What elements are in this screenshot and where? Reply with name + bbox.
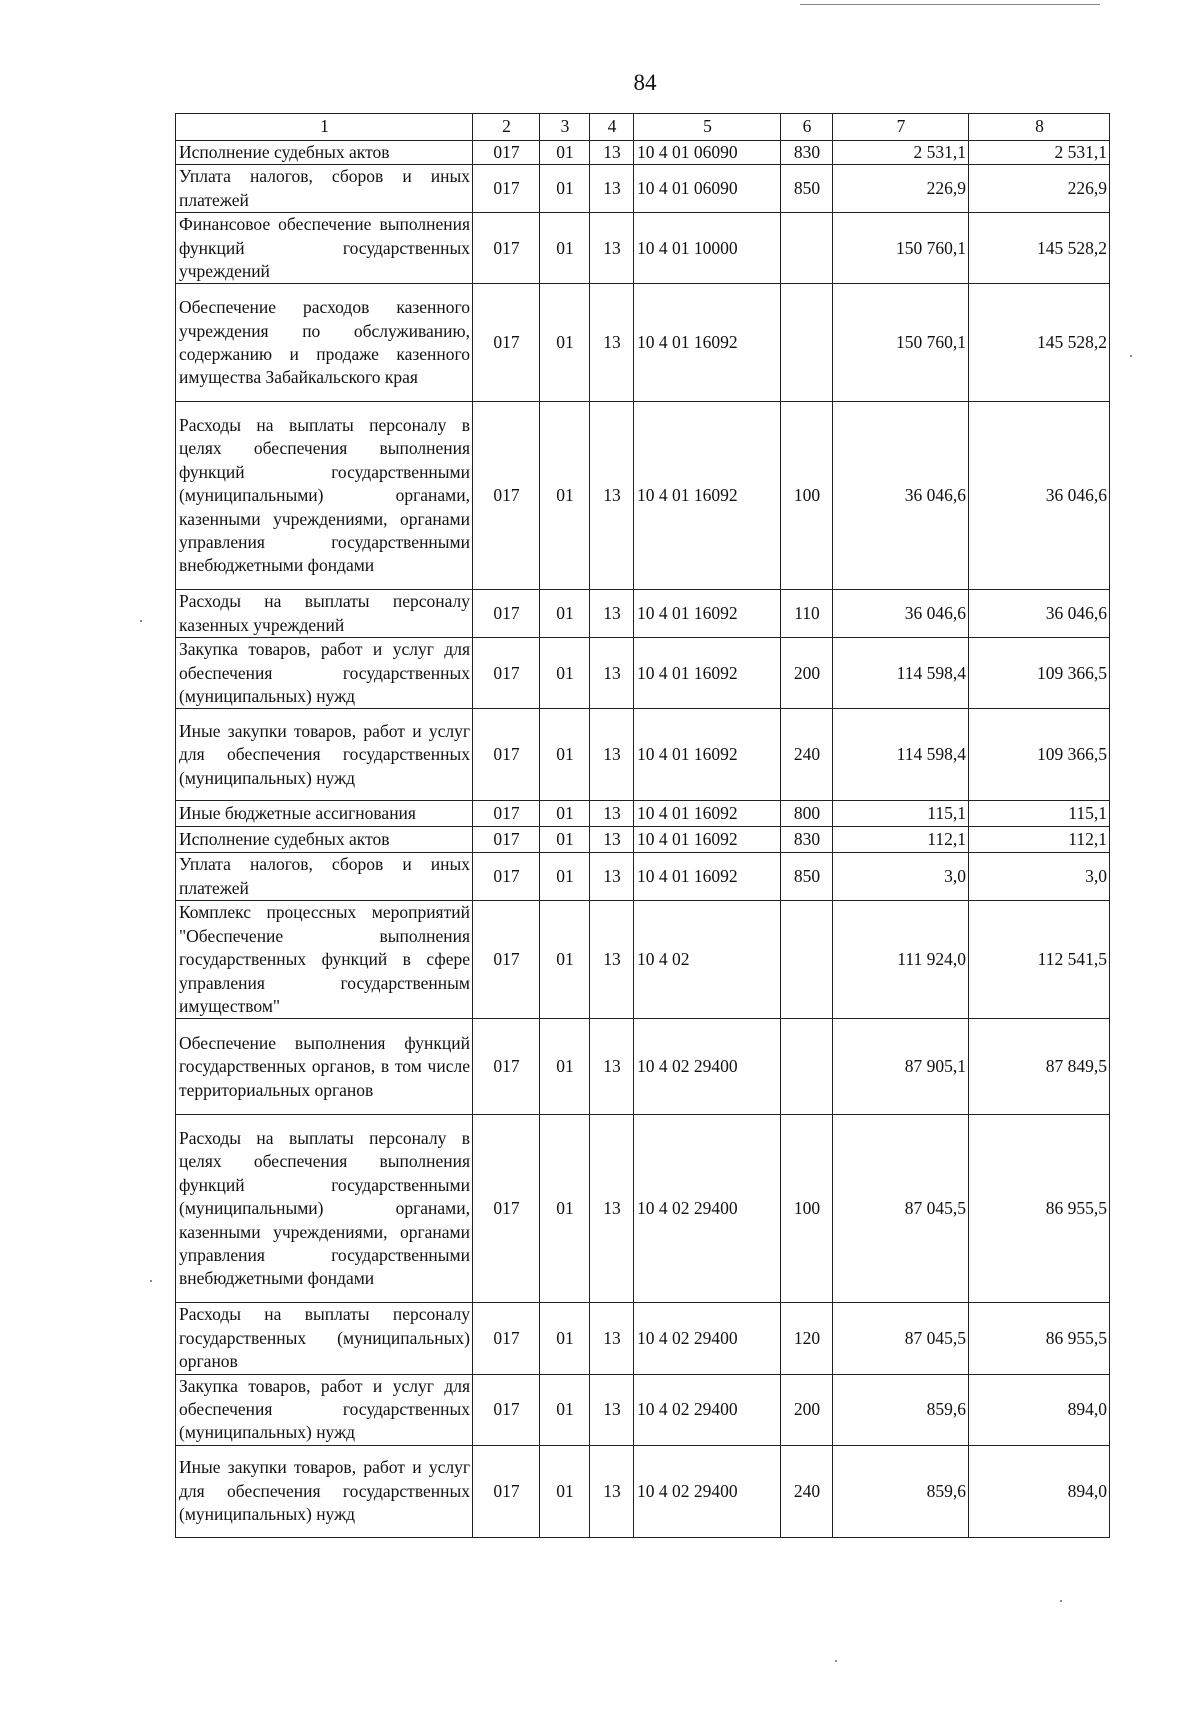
cell-expense-type: 100 [781,1115,833,1303]
cell-target-article: 10 4 02 29400 [634,1019,781,1115]
cell-section: 01 [540,165,590,213]
cell-ministry-code: 017 [473,1445,540,1537]
table-row [176,638,1110,709]
table-row [176,590,1110,638]
cell-ministry-code: 017 [473,638,540,709]
cell-expense-type: 240 [781,709,833,801]
cell-amount-col8: 109 366,5 [969,638,1110,709]
cell-amount-col7: 114 598,4 [833,709,969,801]
table-row [176,1303,1110,1374]
cell-amount-col7: 111 924,0 [833,901,969,1019]
cell-section: 01 [540,853,590,901]
cell-subsection: 13 [590,853,634,901]
cell-amount-col8: 2 531,1 [969,141,1110,165]
cell-ministry-code: 017 [473,853,540,901]
cell-target-article: 10 4 01 16092 [634,853,781,901]
scan-speck [150,1280,152,1282]
cell-subsection: 13 [590,284,634,402]
col-header: 4 [590,114,634,141]
cell-amount-col8: 145 528,2 [969,213,1110,284]
cell-amount-col8: 145 528,2 [969,284,1110,402]
item-name: Расходы на выплаты персоналу казенных учреждений [176,590,473,638]
scan-speck [835,1660,837,1662]
item-name: Иные бюджетные ассигнования [176,801,473,827]
cell-target-article: 10 4 01 16092 [634,827,781,853]
col-header: 8 [969,114,1110,141]
cell-section: 01 [540,1019,590,1115]
col-header: 6 [781,114,833,141]
cell-amount-col7: 36 046,6 [833,590,969,638]
cell-amount-col8: 86 955,5 [969,1115,1110,1303]
item-name: Иные закупки товаров, работ и услуг для обеспечения государственных (муниципальных) нужд [176,709,473,801]
table-row [176,901,1110,1019]
scan-edge-line [800,4,1100,5]
cell-section: 01 [540,638,590,709]
item-name: Иные закупки товаров, работ и услуг для обеспечения государственных (муниципальных) нужд [176,1445,473,1537]
cell-amount-col7: 2 531,1 [833,141,969,165]
cell-expense-type [781,213,833,284]
cell-target-article: 10 4 01 16092 [634,590,781,638]
cell-section: 01 [540,590,590,638]
cell-target-article: 10 4 01 16092 [634,284,781,402]
cell-subsection: 13 [590,590,634,638]
cell-section: 01 [540,1115,590,1303]
cell-amount-col8: 112,1 [969,827,1110,853]
table-row [176,853,1110,901]
table-row [176,402,1110,590]
cell-amount-col8: 226,9 [969,165,1110,213]
cell-amount-col7: 150 760,1 [833,284,969,402]
cell-ministry-code: 017 [473,1019,540,1115]
cell-amount-col7: 226,9 [833,165,969,213]
item-name: Обеспечение выполнения функций государственных органов, в том числе территориальных органов [176,1019,473,1115]
cell-ministry-code: 017 [473,590,540,638]
cell-ministry-code: 017 [473,165,540,213]
table-body [176,141,1110,1538]
cell-target-article: 10 4 02 29400 [634,1445,781,1537]
cell-amount-col7: 115,1 [833,801,969,827]
cell-expense-type: 110 [781,590,833,638]
cell-ministry-code: 017 [473,284,540,402]
cell-amount-col8: 894,0 [969,1445,1110,1537]
cell-expense-type: 830 [781,827,833,853]
cell-expense-type: 850 [781,853,833,901]
cell-amount-col7: 87 905,1 [833,1019,969,1115]
scan-speck [1060,1600,1062,1602]
table-row [176,801,1110,827]
cell-section: 01 [540,709,590,801]
cell-ministry-code: 017 [473,801,540,827]
item-name: Исполнение судебных актов [176,141,473,165]
cell-amount-col8: 115,1 [969,801,1110,827]
cell-amount-col8: 36 046,6 [969,590,1110,638]
col-header: 5 [634,114,781,141]
cell-expense-type: 240 [781,1445,833,1537]
cell-target-article: 10 4 01 10000 [634,213,781,284]
cell-amount-col7: 114 598,4 [833,638,969,709]
col-header: 7 [833,114,969,141]
cell-expense-type: 830 [781,141,833,165]
cell-section: 01 [540,827,590,853]
cell-target-article: 10 4 01 16092 [634,638,781,709]
cell-section: 01 [540,284,590,402]
cell-subsection: 13 [590,801,634,827]
cell-subsection: 13 [590,1115,634,1303]
page-number: 84 [633,70,657,95]
table-row [176,165,1110,213]
cell-target-article: 10 4 02 29400 [634,1115,781,1303]
cell-amount-col7: 859,6 [833,1374,969,1445]
cell-section: 01 [540,1445,590,1537]
cell-subsection: 13 [590,1303,634,1374]
cell-expense-type: 850 [781,165,833,213]
cell-subsection: 13 [590,402,634,590]
cell-ministry-code: 017 [473,901,540,1019]
cell-amount-col7: 36 046,6 [833,402,969,590]
cell-expense-type: 800 [781,801,833,827]
cell-subsection: 13 [590,1374,634,1445]
cell-subsection: 13 [590,827,634,853]
col-header: 2 [473,114,540,141]
cell-ministry-code: 017 [473,1374,540,1445]
table-row [176,1445,1110,1537]
cell-section: 01 [540,213,590,284]
table-row [176,284,1110,402]
table-row [176,1019,1110,1115]
cell-target-article: 10 4 02 [634,901,781,1019]
cell-section: 01 [540,801,590,827]
scan-speck [1130,355,1132,357]
item-name: Расходы на выплаты персоналу в целях обеспечения выполнения функций государственными (муниципальными) органами, казенными учреждениями, органами управления государственными внебюджетными фондами [176,1115,473,1303]
cell-target-article: 10 4 01 16092 [634,402,781,590]
cell-amount-col8: 894,0 [969,1374,1110,1445]
cell-expense-type [781,284,833,402]
table-row [176,141,1110,165]
cell-section: 01 [540,901,590,1019]
cell-amount-col8: 86 955,5 [969,1303,1110,1374]
cell-subsection: 13 [590,1019,634,1115]
item-name: Закупка товаров, работ и услуг для обеспечения государственных (муниципальных) нужд [176,638,473,709]
item-name: Закупка товаров, работ и услуг для обеспечения государственных (муниципальных) нужд [176,1374,473,1445]
cell-amount-col7: 859,6 [833,1445,969,1537]
cell-amount-col7: 87 045,5 [833,1115,969,1303]
cell-ministry-code: 017 [473,213,540,284]
cell-amount-col7: 3,0 [833,853,969,901]
cell-amount-col8: 112 541,5 [969,901,1110,1019]
cell-target-article: 10 4 02 29400 [634,1303,781,1374]
item-name: Расходы на выплаты персоналу в целях обеспечения выполнения функций государственными (муниципальными) органами, казенными учреждениями, органами управления государственными внебюджетными фондами [176,402,473,590]
cell-expense-type: 100 [781,402,833,590]
cell-expense-type [781,901,833,1019]
budget-table [175,113,1110,1538]
scan-speck [140,620,142,622]
cell-subsection: 13 [590,901,634,1019]
cell-ministry-code: 017 [473,827,540,853]
cell-expense-type: 200 [781,1374,833,1445]
item-name: Финансовое обеспечение выполнения функций государственных учреждений [176,213,473,284]
cell-ministry-code: 017 [473,1303,540,1374]
table-row [176,827,1110,853]
cell-expense-type: 200 [781,638,833,709]
cell-subsection: 13 [590,165,634,213]
table-row [176,1374,1110,1445]
cell-amount-col7: 150 760,1 [833,213,969,284]
col-header: 1 [176,114,473,141]
item-name: Уплата налогов, сборов и иных платежей [176,165,473,213]
item-name: Исполнение судебных актов [176,827,473,853]
cell-amount-col7: 112,1 [833,827,969,853]
cell-target-article: 10 4 01 16092 [634,801,781,827]
cell-target-article: 10 4 02 29400 [634,1374,781,1445]
cell-target-article: 10 4 01 06090 [634,141,781,165]
cell-amount-col8: 87 849,5 [969,1019,1110,1115]
cell-subsection: 13 [590,1445,634,1537]
table-header-row [176,114,1110,141]
cell-amount-col7: 87 045,5 [833,1303,969,1374]
cell-target-article: 10 4 01 16092 [634,709,781,801]
cell-amount-col8: 3,0 [969,853,1110,901]
cell-section: 01 [540,1374,590,1445]
col-header: 3 [540,114,590,141]
table-row [176,213,1110,284]
cell-ministry-code: 017 [473,1115,540,1303]
cell-section: 01 [540,402,590,590]
table-row [176,1115,1110,1303]
cell-amount-col8: 109 366,5 [969,709,1110,801]
item-name: Расходы на выплаты персоналу государственных (муниципальных) органов [176,1303,473,1374]
cell-expense-type: 120 [781,1303,833,1374]
cell-ministry-code: 017 [473,709,540,801]
cell-amount-col8: 36 046,6 [969,402,1110,590]
cell-ministry-code: 017 [473,141,540,165]
cell-subsection: 13 [590,213,634,284]
cell-section: 01 [540,1303,590,1374]
item-name: Комплекс процессных мероприятий "Обеспечение выполнения государственных функций в сфере управления государственным имуществом" [176,901,473,1019]
cell-section: 01 [540,141,590,165]
cell-subsection: 13 [590,638,634,709]
cell-subsection: 13 [590,141,634,165]
cell-ministry-code: 017 [473,402,540,590]
table-row [176,709,1110,801]
item-name: Обеспечение расходов казенного учреждения по обслуживанию, содержанию и продаже казенного имущества Забайкальского края [176,284,473,402]
cell-target-article: 10 4 01 06090 [634,165,781,213]
cell-subsection: 13 [590,709,634,801]
cell-expense-type [781,1019,833,1115]
item-name: Уплата налогов, сборов и иных платежей [176,853,473,901]
